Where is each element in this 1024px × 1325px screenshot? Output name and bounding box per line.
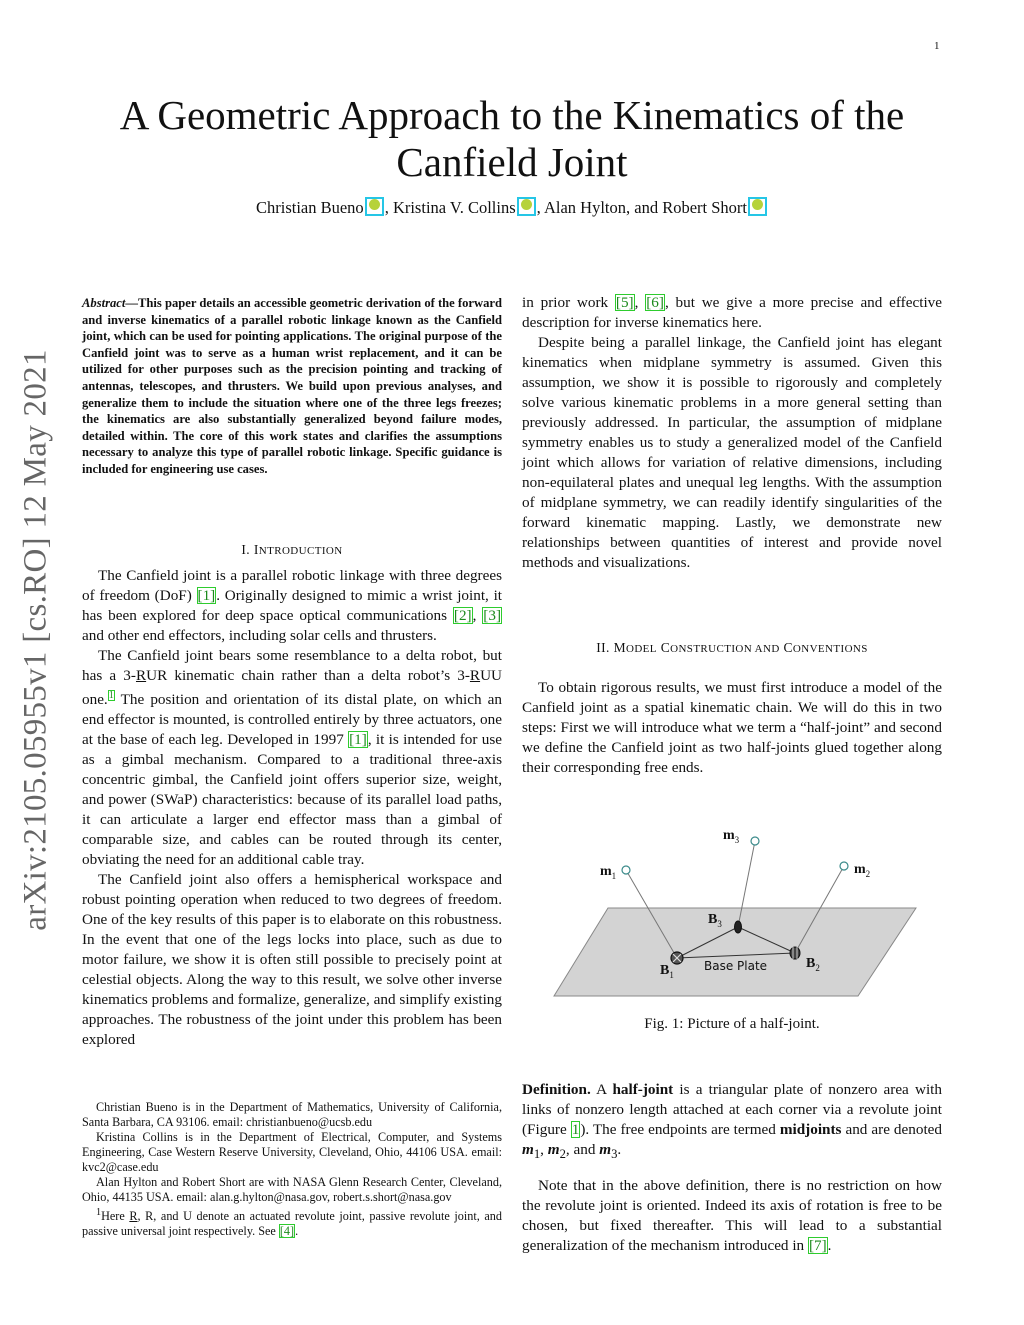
- label-b1: $B_1$: [660, 963, 674, 980]
- label-m1: $m_1$: [600, 864, 617, 881]
- section-heading-model: II. MODEL CONSTRUCTION AND CONVENTIONS: [596, 640, 868, 655]
- paragraph: The Canfield joint is a parallel robotic linkage with three degrees of freedom (DoF) [1]. Originally designed to mimic a wrist joint, it has been explored for deep space optical communications [2], [3] and other end effectors, including solar cells and thrusters.: [82, 567, 503, 644]
- footnote-1: $^1$Here R, R, and U denote an actuated revolute joint, passive revolute joint, and passive universal joint respectively. See [4].: [82, 1207, 502, 1239]
- abstract-text: This paper details an accessible geometric derivation of the forward and inverse kinematics of a parallel robotic linkage known as the Canfield joint, which can be used for pointing applications. The original purpose of the Canfield joint was to serve as a human wrist replacement, and it can be utilized for other purposes such as the precision pointing and tracking of antennas, telescopes, and thrusters. We build upon previous analyses, and generalize them to include the situation where one of the three legs freezes; the kinematics are also substantially generalized beyond failure modes, detailed within. The core of this work states and clarifies the assumptions necessary to analyze this type of parallel robotic linkage. Specific guidance is included for engineering use cases.: [82, 296, 502, 476]
- revolute-joint-b2: [790, 947, 800, 959]
- arxiv-identifier: arXiv:2105.05955v1 [cs.RO] 12 May 2021: [17, 349, 54, 931]
- midjoint-m3: [751, 837, 759, 845]
- definition: Definition. A half-joint is a triangular plate of nonzero area with links of nonzero length attached at each corner via a revolute joint (Figure 1). The free endpoints are termed midjoints and are denoted $m_1$, $m_2$, and $m_3$.: [522, 1081, 943, 1162]
- label-m3: $m_3$: [723, 828, 740, 845]
- base-plate-plane: [554, 908, 916, 996]
- footnote-link[interactable]: 1: [108, 690, 114, 701]
- citation-link[interactable]: [5]: [615, 294, 634, 311]
- right-column-top: [522, 293, 942, 573]
- label-base-plate: Base Plate: [704, 959, 768, 973]
- figure-link[interactable]: 1: [571, 1121, 580, 1138]
- label-b3: $B_3$: [708, 912, 722, 929]
- affiliation-note: Christian Bueno is in the Department of Mathematics, University of California, Santa Barbara, CA 93106. email: christianbueno@ucsb.edu: [82, 1100, 502, 1129]
- affiliation-note: Kristina Collins is in the Department of Electrical, Computer, and Systems Engineering, Case Western Reserve University, Cleveland, Ohio, 44106 USA. email: kvc2@case.edu: [82, 1130, 502, 1174]
- orcid-icon[interactable]: [748, 197, 767, 216]
- paragraph: To obtain rigorous results, we must first introduce a model of the Canfield joint as a spatial kinematic chain. We will do this in two steps: First we will introduce what we term a “half-joint” and second we define the Canfield joint as two half-joints glued together along their corresponding free ends.: [522, 679, 942, 776]
- footnotes: [82, 1100, 502, 1239]
- orcid-icon[interactable]: [517, 197, 536, 216]
- author-name: Alan Hylton, and Robert Short: [543, 198, 748, 217]
- revolute-joint-b3: [735, 921, 742, 933]
- abstract: Abstract—This paper details an accessible geometric derivation of the forward and inverse kinematics of a parallel robotic linkage known as the Canfield joint, which can be used for pointing applications. The original purpose of the Canfield joint was to serve as a human wrist replacement, and it can be utilized for other purposes such as the precision pointing and tracking of antennas, telescopes, and thrusters. We build upon previous analyses, and generalize them to include the situation where one of the three legs freezes; the kinematics are also substantially generalized beyond failure modes, detailed within. The core of this work states and clarifies the assumptions necessary to analyze this type of parallel robotic linkage. Specific guidance is included for engineering use cases.: [82, 296, 502, 476]
- paragraph: Note that in the above definition, there is no restriction on how the revolute joint is oriented. Indeed its axis of rotation is free to be chosen, but fixed thereafter. This will lead to a substantial generalization of the mechanism introduced in [7].: [522, 1177, 942, 1255]
- midjoint-m2: [840, 862, 848, 870]
- citation-link[interactable]: [1]: [349, 731, 367, 749]
- author-list: Christian Bueno , Kristina V. Collins , Alan Hylton, and Robert Short: [60, 197, 964, 218]
- citation-link[interactable]: [1]: [197, 587, 216, 604]
- author-name: Christian Bueno: [255, 198, 364, 217]
- half-joint-diagram: [540, 820, 930, 1010]
- author-name: Kristina V. Collins: [392, 198, 516, 217]
- paragraph: The Canfield joint bears some resemblance to a delta robot, but has a 3-RUR kinematic chain rather than a delta robot’s 3-RUU one.$^1$ The position and orientation of its distal plate, on which an end effector is mounted, is controlled entirely by three actuators, one at the base of each leg. Developed in 1997 [1], it is intended for use as a gimbal mechanism. Compared to a traditional three-axis concentric gimbal, the Canfield joint offers superior size, weight, and power (SWaP) characteristics: because of its parallel load paths, it can articulate a larger end effector mass than a gimbal of comparable size, and cables can be routed through its center, obviating the need for an additional cable tray.: [82, 647, 503, 869]
- definition-block: [522, 1080, 942, 1256]
- introduction-body: [82, 566, 502, 1050]
- citation-link[interactable]: [7]: [808, 1237, 827, 1255]
- label-b2: $B_2$: [806, 956, 820, 973]
- figure-caption: Fig. 1: Picture of a half-joint.: [644, 1016, 820, 1032]
- affiliation-note: Alan Hylton and Robert Short are with NASA Glenn Research Center, Cleveland, Ohio, 44135 USA. email: alan.g.hylton@nasa.gov, robert.s.short@nasa.gov: [82, 1175, 502, 1204]
- label-m2: $m_2$: [854, 862, 871, 879]
- paper-title: A Geometric Approach to the Kinematics of the Canfield Joint: [119, 92, 905, 185]
- citation-link[interactable]: [6]: [646, 294, 664, 311]
- paragraph: in prior work [5], [6], but we give a more precise and effective description for inverse kinematics here.: [522, 294, 942, 331]
- orcid-icon[interactable]: [365, 197, 384, 216]
- page-number: 1: [934, 40, 940, 52]
- paragraph: The Canfield joint also offers a hemispherical workspace and robust pointing operation when reduced to two degrees of freedom. One of the key results of this paper is to elaborate on this robustness. In the event that one of the legs locks into place, such as due to motor failure, we show it is often still possible to precisely point at celestial objects. Along the way to this result, we solve other inverse kinematics problems and formalize, generalize, and simplify existing approaches. The robustness of the joint under this problem has been explored: [82, 871, 502, 1049]
- paragraph: Despite being a parallel linkage, the Canfield joint has elegant kinematics when midplane symmetry is assumed. Given this assumption, we show it is possible to rigorously and completely solve various kinematic problems in a more general setting than previously addressed. In particular, the assumption of midplane symmetry enables us to study a generalized model of the Canfield joint which allows for variation of relative dimensions, including non-equilateral plates and unequal leg lengths. With the assumption of midplane symmetry, we can readily identify singularities of the forward kinematic mapping. Lastly, we demonstrate new relationships between quantities of interest and provide novel methods and visualizations.: [522, 334, 942, 571]
- citation-link[interactable]: [4]: [279, 1224, 295, 1239]
- citation-link[interactable]: [3]: [483, 607, 502, 624]
- arxiv-sidebar: [6, 340, 66, 940]
- figure-half-joint: [540, 820, 930, 1010]
- model-intro: [522, 678, 942, 778]
- midjoint-m1: [622, 866, 630, 874]
- citation-link[interactable]: [2]: [453, 607, 472, 624]
- section-heading-introduction: I. INTRODUCTION: [241, 542, 343, 557]
